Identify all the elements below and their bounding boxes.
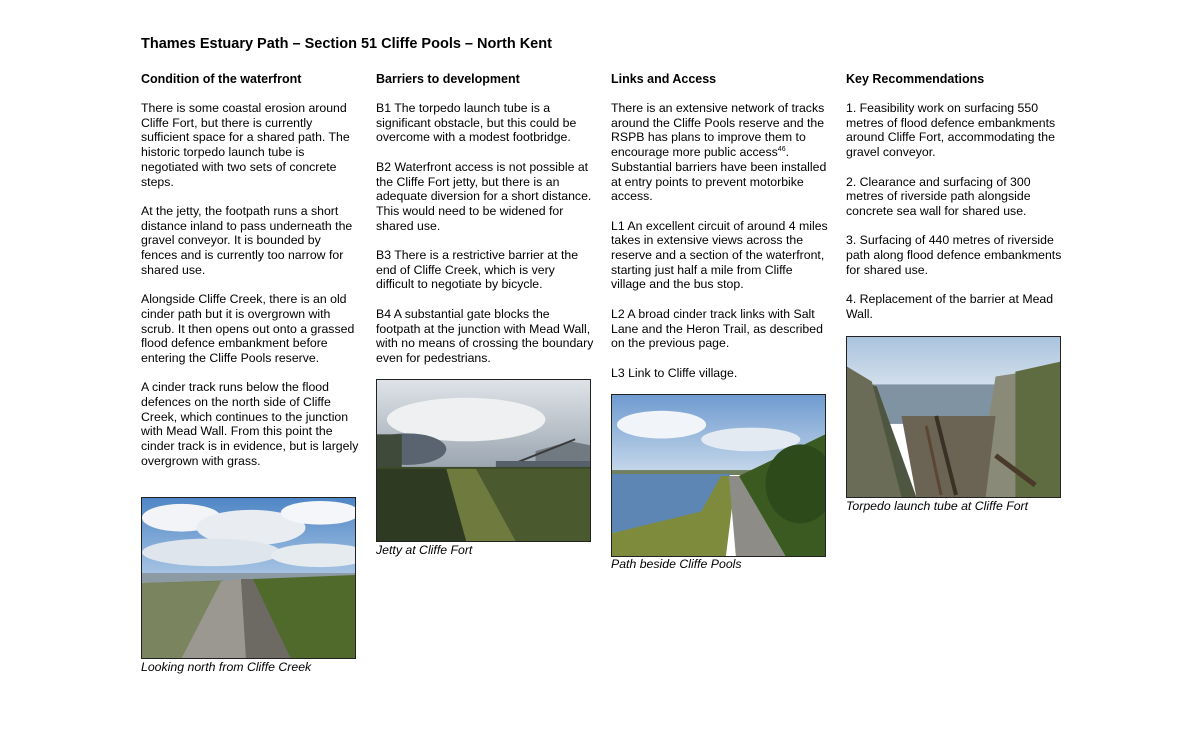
section-heading: Condition of the waterfront [141, 72, 302, 86]
paragraph: B2 Waterfront access is not possible at the Cliffe Fort jetty, but there is an adequate diversion for a short distance. This would need to be widened for shared use. [376, 159, 592, 233]
photo-torpedo-tube [846, 336, 1061, 498]
paragraph: 3. Surfacing of 440 metres of riverside path along flood defence embankments for shared use. [846, 233, 1062, 277]
paragraph: L1 An excellent circuit of around 4 miles takes in extensive views across the reserve and a section of the waterfront, starting just half a mile from Cliffe village and the bus stop. [611, 218, 828, 292]
paragraph [611, 101, 829, 204]
paragraph: A cinder track runs below the flood defences on the north side of Cliffe Creek, which continues to the junction with Mead Wall. From this point the cinder track is in evidence, but is largely overgrown with grass. [141, 380, 359, 468]
page-title: Thames Estuary Path – Section 51 Cliffe Pools – North Kent [141, 36, 552, 52]
paragraph: 1. Feasibility work on surfacing 550 metres of flood defence embankments around Cliffe Fort, accommodating the gravel conveyor. [846, 101, 1056, 160]
paragraph: Alongside Cliffe Creek, there is an old cinder path but it is overgrown with scrub. It then opens out onto a grassed flood defence embankment before entering the Cliffe Pools reserve. [141, 292, 355, 365]
column-condition [141, 71, 359, 469]
paragraph: At the jetty, the footpath runs a short distance inland to pass underneath the gravel conveyor. It is bounded by fences and is currently too narrow for shared use. [141, 203, 353, 277]
photo-jetty [376, 379, 591, 542]
section-heading: Links and Access [611, 72, 717, 86]
photo-caption: Looking north from Cliffe Creek [141, 660, 312, 674]
photo-path [611, 394, 826, 557]
column-barriers [376, 71, 594, 366]
paragraph: B1 The torpedo launch tube is a significant obstacle, but this could be overcome with a modest footbridge. [376, 101, 577, 145]
paragraph: L2 A broad cinder track links with Salt Lane and the Heron Trail, as described on the previous page. [611, 306, 823, 351]
paragraph-text: There is an extensive network of tracks around the Cliffe Pools reserve and the RSPB has plans to improve them to encourage more public access [611, 101, 825, 160]
paragraph: 2. Clearance and surfacing of 300 metres of riverside path alongside concrete sea wall for shared use. [846, 174, 1031, 218]
photo-caption: Path beside Cliffe Pools [611, 557, 742, 571]
paragraph: There is some coastal erosion around Cliffe Fort, but there is currently sufficient space for a shared path. The historic torpedo launch tube is negotiated with two sets of concrete steps. [141, 101, 350, 189]
photo-caption: Torpedo launch tube at Cliffe Fort [846, 499, 1029, 513]
paragraph: B3 There is a restrictive barrier at the end of Cliffe Creek, which is very difficult to negotiate by bicycle. [376, 248, 579, 292]
paragraph: B4 A substantial gate blocks the footpath at the junction with Mead Wall, with no means of crossing the boundary even for pedestrians. [376, 306, 594, 365]
footnote-ref: 46 [777, 146, 786, 154]
paragraph-text: . Substantial barriers have been installed at entry points to prevent motorbike access. [611, 145, 827, 204]
paragraph: L3 Link to Cliffe village. [611, 365, 738, 380]
paragraph: 4. Replacement of the barrier at Mead Wall. [846, 292, 1054, 321]
photo-caption: Jetty at Cliffe Fort [376, 543, 473, 557]
section-heading: Barriers to development [376, 72, 520, 86]
column-recommendations [846, 71, 1068, 322]
photo-cliffe-creek [141, 497, 356, 659]
column-links [611, 71, 829, 380]
section-heading: Key Recommendations [846, 72, 985, 86]
